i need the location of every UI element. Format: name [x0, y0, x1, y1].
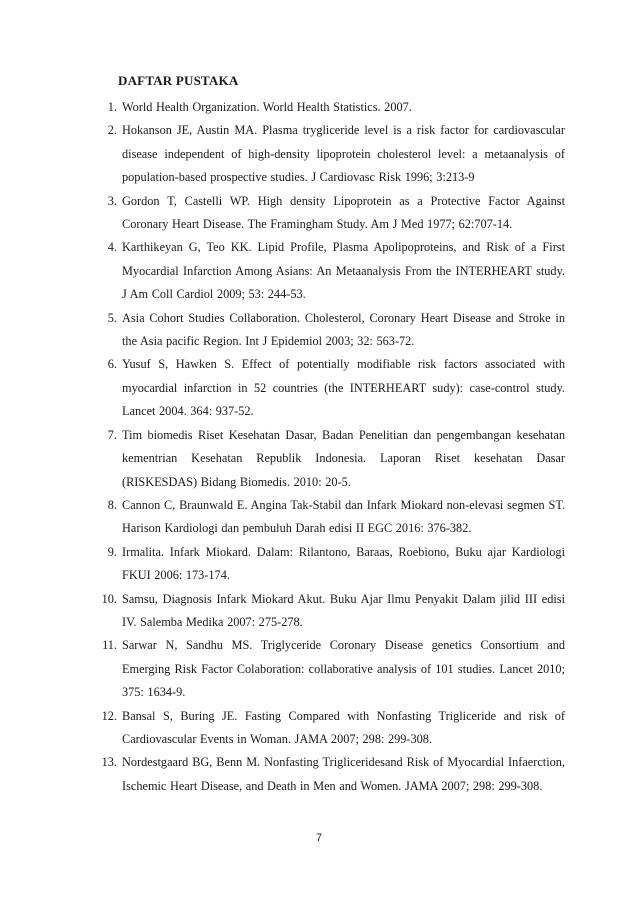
reference-number: 10. — [101, 591, 117, 606]
reference-number: 5. — [107, 310, 117, 325]
reference-text: Yusuf S, Hawken S. Effect of potentially modifiable risk factors associated with myocardial infarction in 52 countries (the INTERHEART sudy): case-control study. Lancet 2004. 364: 937-52. — [122, 357, 565, 419]
reference-text: Hokanson JE, Austin MA. Plasma trygliceride level is a risk factor for cardiovascular disease independent of high-density lipoprotein cholesterol level: a metaanalysis of population-based prospective studies. J Cardiovasc Risk 1996; 3:213-9 — [122, 123, 565, 185]
reference-item-5 — [95, 307, 565, 354]
reference-text: Samsu, Diagnosis Infark Miokard Akut. Buku Ajar Ilmu Penyakit Dalam jilid III edisi IV. Salemba Medika 2007: 275-278. — [122, 591, 565, 629]
reference-number: 7. — [107, 427, 117, 442]
reference-text: Karthikeyan G, Teo KK. Lipid Profile, Plasma Apolipoproteins, and Risk of a First Myocardial Infarction Among Asians: An Metaanalysis From the INTERHEART study. J Am Coll Cardiol 2009; 53: 244-53. — [122, 240, 565, 302]
reference-number: 9. — [107, 544, 117, 559]
reference-text: Gordon T, Castelli WP. High density Lipoprotein as a Protective Factor Against Coronary Heart Disease. The Framingham Study. Am J Med 1977; 62:707-14. — [122, 193, 565, 232]
reference-item-4 — [95, 236, 565, 306]
reference-number: 13. — [101, 755, 117, 770]
reference-text: World Health Organization. World Health Statistics. 2007. — [122, 100, 412, 114]
reference-number: 2. — [107, 123, 117, 138]
reference-item-1 — [95, 96, 565, 119]
reference-number: 8. — [107, 497, 117, 512]
reference-number: 6. — [107, 357, 117, 372]
reference-text: Cannon C, Braunwald E. Angina Tak-Stabil dan Infark Miokard non-elevasi segmen ST. Harison Kardiologi dan pembuluh Darah edisi II EGC 2016: 376-382. — [122, 497, 565, 536]
page-number: 7 — [315, 832, 323, 844]
reference-number: 4. — [107, 240, 117, 255]
reference-number: 11. — [102, 638, 117, 653]
reference-number: 1. — [107, 100, 117, 114]
reference-text: Nordestgaard BG, Benn M. Nonfasting Trigliceridesand Risk of Myocardial Infaerction, Ischemic Heart Disease, and Death in Men and Women. JAMA 2007; 298: 299-308. — [122, 755, 565, 793]
reference-text: Tim biomedis Riset Kesehatan Dasar, Badan Penelitian dan pengembangan kesehatan kementrian Kesehatan Republik Indonesia. Laporan Riset kesehatan Dasar (RISKESDAS) Bidang Biomedis. 2010: 20-5. — [122, 427, 565, 489]
reference-text: Irmalita. Infark Miokard. Dalam: Rilantono, Baraas, Roebiono, Buku ajar Kardiologi FKUI 2006: 173-174. — [122, 544, 565, 583]
reference-list — [95, 96, 565, 798]
page-title: DAFTAR PUSTAKA — [118, 73, 239, 88]
reference-item-9 — [95, 541, 565, 588]
reference-text: Sarwar N, Sandhu MS. Triglyceride Coronary Disease genetics Consortium and Emerging Risk Factor Colaboration: collaborative analysis of 101 studies. Lancet 2010; 375: 1634-9. — [122, 638, 565, 700]
reference-item-13 — [95, 751, 565, 798]
reference-item-10 — [95, 588, 565, 635]
reference-item-8 — [95, 494, 565, 541]
reference-text: Asia Cohort Studies Collaboration. Cholesterol, Coronary Heart Disease and Stroke in the Asia pacific Region. Int J Epidemiol 2003; 32: 563-72. — [122, 310, 565, 349]
reference-number: 3. — [107, 193, 117, 208]
reference-item-2 — [95, 119, 565, 189]
reference-item-6 — [95, 353, 565, 423]
reference-text: Bansal S, Buring JE. Fasting Compared with Nonfasting Trigliceride and risk of Cardiovascular Events in Woman. JAMA 2007; 298: 299-308. — [122, 708, 565, 746]
reference-item-11 — [95, 634, 565, 704]
reference-item-12 — [95, 705, 565, 752]
reference-item-7 — [95, 424, 565, 494]
reference-number: 12. — [101, 708, 117, 723]
reference-item-3 — [95, 190, 565, 237]
